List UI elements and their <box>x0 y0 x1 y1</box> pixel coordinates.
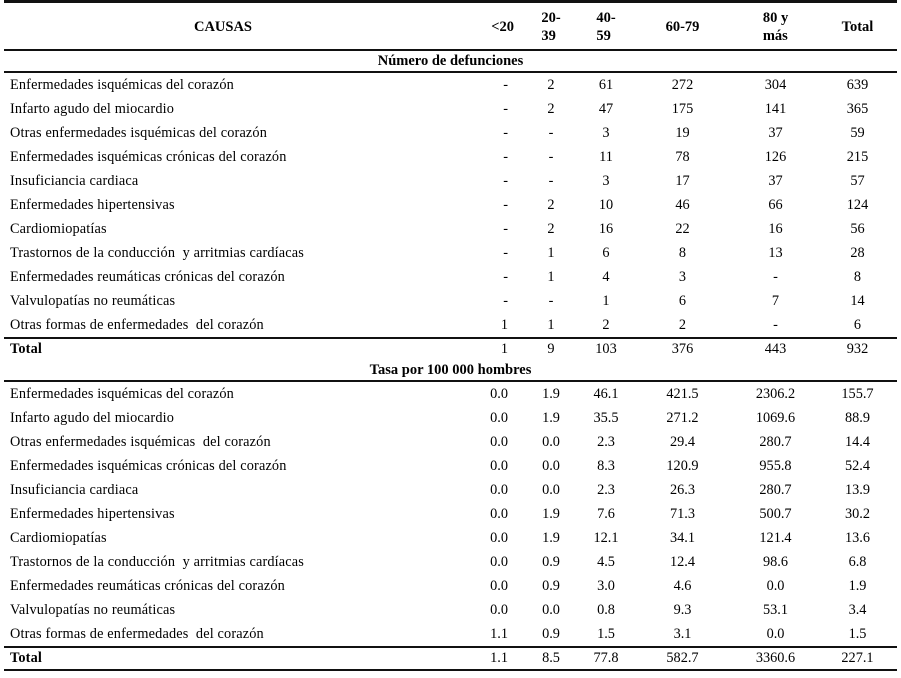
total-value-cell: 376 <box>632 338 733 360</box>
cause-cell: Enfermedades isquémicas del corazón <box>10 76 234 93</box>
value-cell: 0.0 <box>766 625 785 642</box>
value-cell: 71.3 <box>669 505 696 522</box>
value-cell: 11 <box>599 148 613 165</box>
value-cell: 12.4 <box>669 553 696 570</box>
cause-cell: Otras formas de enfermedades del corazón <box>10 316 264 333</box>
value-cell: 1.9 <box>542 385 560 402</box>
value-cell: 88.9 <box>844 409 871 426</box>
value-cell: - <box>773 268 778 285</box>
table-row <box>4 193 897 217</box>
header-under-20: <20 <box>446 4 522 50</box>
value-cell: 0.9 <box>542 577 560 594</box>
value-cell: 7 <box>771 292 780 309</box>
total-value-cell: 9 <box>522 338 580 360</box>
table-row <box>4 289 897 313</box>
value-cell: 8 <box>678 244 687 261</box>
value-cell: 2.3 <box>597 433 615 450</box>
total-value-cell: 103 <box>580 338 632 360</box>
value-cell: 0.0 <box>490 601 508 618</box>
table-row <box>4 381 897 406</box>
value-cell: - <box>548 172 554 189</box>
table-row <box>4 217 897 241</box>
value-cell: 47 <box>598 100 614 117</box>
cause-cell: Enfermedades hipertensivas <box>10 505 175 522</box>
value-cell: 639 <box>846 76 869 93</box>
value-cell: 8 <box>853 268 862 285</box>
value-cell: 26.3 <box>669 481 696 498</box>
value-cell: 2306.2 <box>755 385 796 402</box>
value-cell: 16 <box>768 220 783 237</box>
value-cell: 6 <box>678 292 687 309</box>
table-row <box>4 622 897 647</box>
value-cell: 0.0 <box>542 457 560 474</box>
cause-cell: Trastornos de la conducción y arritmias cardíacas <box>10 244 305 261</box>
value-cell: 155.7 <box>841 385 874 402</box>
cause-cell: Infarto agudo del miocardio <box>10 409 175 426</box>
value-cell: 35.5 <box>593 409 619 426</box>
value-cell: 3.4 <box>848 601 867 618</box>
value-cell: - <box>548 124 554 141</box>
value-cell: 98.6 <box>762 553 789 570</box>
value-cell: 365 <box>846 100 869 117</box>
section-header-row <box>4 50 897 72</box>
total-value-cell: 8.5 <box>522 647 580 670</box>
value-cell: 1 <box>547 316 555 333</box>
value-cell: 61 <box>598 76 614 93</box>
value-cell: 17 <box>675 172 690 189</box>
value-cell: 52.4 <box>844 457 871 474</box>
value-cell: 37 <box>768 172 783 189</box>
cause-cell: Valvulopatías no reumáticas <box>10 292 176 309</box>
value-cell: 1.9 <box>542 529 560 546</box>
value-cell: 4.5 <box>597 553 615 570</box>
header-80-plus-text: 80 y más <box>762 9 789 44</box>
value-cell: 175 <box>671 100 694 117</box>
cause-cell: Enfermedades isquémicas del corazón <box>10 385 234 402</box>
value-cell: 1.1 <box>490 625 508 642</box>
value-cell: - <box>503 76 508 93</box>
table-row <box>4 145 897 169</box>
value-cell: 46 <box>675 196 690 213</box>
table-row <box>4 478 897 502</box>
table-row <box>4 313 897 338</box>
value-cell: 0.0 <box>490 481 508 498</box>
value-cell: 56 <box>850 220 865 237</box>
header-row <box>4 4 897 50</box>
value-cell: 280.7 <box>759 481 792 498</box>
table-row <box>4 406 897 430</box>
header-20-39-text: 20- 39 <box>541 9 561 44</box>
value-cell: - <box>503 172 508 189</box>
value-cell: 124 <box>846 196 869 213</box>
value-cell: 34.1 <box>669 529 696 546</box>
value-cell: 57 <box>850 172 865 189</box>
table-top-rule <box>4 0 897 3</box>
total-value-cell: 3360.6 <box>733 647 818 670</box>
value-cell: 3 <box>602 172 610 189</box>
total-value-cell: 227.1 <box>818 647 897 670</box>
value-cell: 59 <box>850 124 865 141</box>
value-cell: 1.9 <box>848 577 867 594</box>
value-cell: 2 <box>602 316 610 333</box>
cause-cell: Valvulopatías no reumáticas <box>10 601 176 618</box>
value-cell: 78 <box>675 148 690 165</box>
cause-cell: Enfermedades hipertensivas <box>10 196 175 213</box>
value-cell: 1 <box>602 292 610 309</box>
value-cell: - <box>548 148 554 165</box>
table-row <box>4 169 897 193</box>
value-cell: 280.7 <box>759 433 792 450</box>
table-row <box>4 550 897 574</box>
value-cell: 121.4 <box>759 529 792 546</box>
header-20-39 <box>522 4 580 50</box>
value-cell: 3.1 <box>673 625 692 642</box>
value-cell: - <box>503 196 508 213</box>
value-cell: - <box>503 124 508 141</box>
cause-cell: Cardiomiopatías <box>10 220 107 237</box>
table-row <box>4 430 897 454</box>
mortality-table <box>4 4 897 671</box>
value-cell: 0.0 <box>766 577 785 594</box>
value-cell: 1069.6 <box>755 409 796 426</box>
table-row <box>4 121 897 145</box>
value-cell: - <box>503 148 508 165</box>
table-row <box>4 265 897 289</box>
cause-cell: Enfermedades reumáticas crónicas del corazón <box>10 577 285 594</box>
cause-cell: Enfermedades isquémicas crónicas del corazón <box>10 457 287 474</box>
value-cell: 500.7 <box>759 505 792 522</box>
value-cell: - <box>503 292 508 309</box>
table-row <box>4 598 897 622</box>
total-row <box>4 338 897 360</box>
value-cell: 46.1 <box>593 385 619 402</box>
value-cell: 3.0 <box>597 577 615 594</box>
value-cell: 3 <box>602 124 610 141</box>
value-cell: 0.0 <box>490 409 508 426</box>
value-cell: 1.9 <box>542 505 560 522</box>
header-40-59 <box>580 4 632 50</box>
cause-cell: Insuficiancia cardiaca <box>10 172 139 189</box>
value-cell: 0.0 <box>490 433 508 450</box>
table-row <box>4 97 897 121</box>
value-cell: 0.0 <box>490 577 508 594</box>
cause-cell: Insuficiancia cardiaca <box>10 481 139 498</box>
cause-cell: Enfermedades isquémicas crónicas del corazón <box>10 148 287 165</box>
value-cell: 3 <box>678 268 687 285</box>
value-cell: 66 <box>768 196 783 213</box>
value-cell: 215 <box>846 148 869 165</box>
value-cell: 29.4 <box>669 433 696 450</box>
table-row <box>4 72 897 97</box>
value-cell: 0.0 <box>542 601 560 618</box>
total-value-cell: 582.7 <box>632 647 733 670</box>
header-causas: CAUSAS <box>4 4 446 50</box>
value-cell: 14 <box>850 292 865 309</box>
value-cell: 0.0 <box>490 385 508 402</box>
value-cell: 19 <box>675 124 690 141</box>
value-cell: 13.6 <box>844 529 871 546</box>
value-cell: 126 <box>764 148 787 165</box>
value-cell: - <box>503 220 508 237</box>
value-cell: - <box>503 100 508 117</box>
header-total: Total <box>818 4 897 50</box>
value-cell: 2 <box>547 220 555 237</box>
value-cell: 8.3 <box>597 457 615 474</box>
value-cell: 421.5 <box>666 385 699 402</box>
value-cell: 0.8 <box>597 601 615 618</box>
value-cell: 6 <box>602 244 610 261</box>
section-title: Número de defunciones <box>4 50 897 72</box>
value-cell: 1 <box>547 268 555 285</box>
cause-cell: Cardiomiopatías <box>10 529 107 546</box>
total-label: Total <box>4 647 446 670</box>
value-cell: 120.9 <box>666 457 699 474</box>
value-cell: - <box>503 268 508 285</box>
cause-cell: Otras formas de enfermedades del corazón <box>10 625 264 642</box>
total-row <box>4 647 897 670</box>
value-cell: 2 <box>678 316 687 333</box>
value-cell: 4 <box>602 268 610 285</box>
value-cell: 22 <box>675 220 690 237</box>
cause-cell: Infarto agudo del miocardio <box>10 100 175 117</box>
value-cell: 141 <box>764 100 787 117</box>
value-cell: - <box>548 292 554 309</box>
value-cell: 272 <box>671 76 694 93</box>
value-cell: 0.0 <box>542 433 560 450</box>
total-value-cell: 1 <box>446 338 522 360</box>
header-60-79: 60-79 <box>632 4 733 50</box>
value-cell: 28 <box>850 244 865 261</box>
value-cell: - <box>773 316 778 333</box>
section-title: Tasa por 100 000 hombres <box>4 360 897 381</box>
table-row <box>4 454 897 478</box>
value-cell: 0.9 <box>542 553 560 570</box>
value-cell: 1.5 <box>848 625 867 642</box>
cause-cell: Trastornos de la conducción y arritmias cardíacas <box>10 553 305 570</box>
value-cell: 0.0 <box>490 457 508 474</box>
value-cell: 0.0 <box>542 481 560 498</box>
value-cell: 0.0 <box>490 529 508 546</box>
value-cell: 0.0 <box>490 553 508 570</box>
value-cell: 53.1 <box>762 601 789 618</box>
value-cell: - <box>503 244 508 261</box>
value-cell: 13 <box>768 244 783 261</box>
value-cell: 1 <box>500 316 508 333</box>
value-cell: 0.0 <box>490 505 508 522</box>
total-value-cell: 77.8 <box>580 647 632 670</box>
table-row <box>4 502 897 526</box>
table-row <box>4 241 897 265</box>
value-cell: 12.1 <box>593 529 619 546</box>
value-cell: 0.9 <box>542 625 560 642</box>
value-cell: 9.3 <box>673 601 692 618</box>
section-header-row <box>4 360 897 381</box>
header-40-59-text: 40- 59 <box>596 9 616 44</box>
value-cell: 7.6 <box>597 505 615 522</box>
value-cell: 13.9 <box>844 481 871 498</box>
value-cell: 1 <box>547 244 555 261</box>
value-cell: 304 <box>764 76 787 93</box>
header-80-plus <box>733 4 818 50</box>
value-cell: 955.8 <box>759 457 792 474</box>
value-cell: 37 <box>768 124 783 141</box>
value-cell: 2.3 <box>597 481 615 498</box>
value-cell: 2 <box>547 100 555 117</box>
total-value-cell: 932 <box>818 338 897 360</box>
total-value-cell: 1.1 <box>446 647 522 670</box>
value-cell: 2 <box>547 76 555 93</box>
value-cell: 10 <box>598 196 614 213</box>
value-cell: 14.4 <box>844 433 871 450</box>
value-cell: 16 <box>598 220 614 237</box>
table-body <box>4 50 897 670</box>
value-cell: 6 <box>853 316 862 333</box>
table-row <box>4 574 897 598</box>
total-value-cell: 443 <box>733 338 818 360</box>
value-cell: 30.2 <box>844 505 871 522</box>
total-label: Total <box>4 338 446 360</box>
value-cell: 4.6 <box>673 577 692 594</box>
value-cell: 1.5 <box>597 625 615 642</box>
table-row <box>4 526 897 550</box>
value-cell: 271.2 <box>666 409 699 426</box>
value-cell: 6.8 <box>848 553 867 570</box>
value-cell: 2 <box>547 196 555 213</box>
value-cell: 1.9 <box>542 409 560 426</box>
cause-cell: Otras enfermedades isquémicas del corazón <box>10 433 271 450</box>
cause-cell: Enfermedades reumáticas crónicas del corazón <box>10 268 285 285</box>
cause-cell: Otras enfermedades isquémicas del corazón <box>10 124 268 141</box>
